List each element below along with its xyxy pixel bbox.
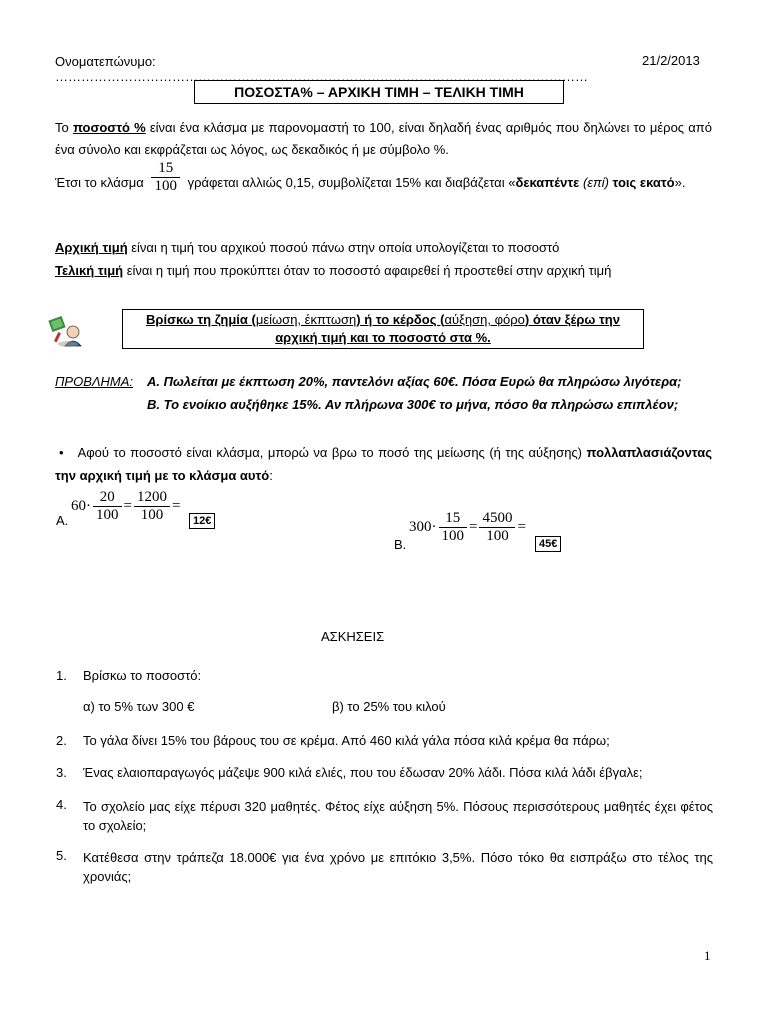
exercise-5-text: Κατέθεσα στην τράπεζα 18.000€ για ένα χρόνο με επιτόκιο 3,5%. Πόσο τόκο θα εισπράξω στο τέλος της χρονιάς; xyxy=(83,850,713,884)
intro-paragraph: Το ποσοστό % είναι ένα κλάσμα με παρονομαστή το 100, είναι δηλαδή ένας αριθμός που δηλώνει το μέρος από ένα σύνολο και εκφράζεται ως λόγος, ως δεκαδικός ή με σύμβολο %. xyxy=(55,120,712,157)
problem-label: ΠΡΟΒΛΗΜΑ: xyxy=(55,374,134,389)
teacher-clipart-icon xyxy=(46,310,86,350)
rule-box: Βρίσκω τη ζημία (μείωση, έκπτωση) ή το κέρδος (αύξηση, φόρο) όταν ξέρω την αρχική τιμή και το ποσοστό στα %. xyxy=(122,309,644,349)
calc-b-equation: 300· $\frac{15}{100}$ = $\frac{4500}{100}$ = xyxy=(409,510,526,544)
exercise-3-text: Ένας ελαιοπαραγωγός μάζεψε 900 κιλά ελιές, που του έδωσαν 20% λάδι. Πόσα κιλά λάδι έβγαλε; xyxy=(83,765,643,780)
fraction-example: Έτσι το κλάσμα $\frac{15}{100}$ γράφεται αλλιώς 0,15, συμβολίζεται 15% και διαβάζεται «δεκαπέντε (επί) τοις εκατό». xyxy=(55,160,686,194)
definition-final: Τελική τιμή είναι η τιμή που προκύπτει όταν το ποσοστό αφαιρεθεί ή προστεθεί στην αρχική τιμή xyxy=(55,263,612,278)
calc-b-result: 45€ xyxy=(535,536,561,552)
term-percent: ποσοστό % xyxy=(72,120,146,135)
exercise-4-number: 4. xyxy=(56,797,67,812)
exercise-1-text: Βρίσκω το ποσοστό: xyxy=(83,668,202,683)
date: 21/2/2013 xyxy=(642,53,700,68)
problem-b: Β. Το ενοίκιο αυξήθηκε 15%. Αν πλήρωνα 300€ το μήνα, πόσο θα πληρώσω επιπλέον; xyxy=(147,397,679,412)
exercise-1-sub-b: β) το 25% του κιλού xyxy=(332,699,446,714)
exercise-1-sub-a: α) το 5% των 300 € xyxy=(83,699,195,714)
name-line: Ονοματεπώνυμο: …………………………………………………………………………………………………………… xyxy=(55,54,588,84)
calc-a-label: Α. xyxy=(56,513,69,528)
problem-a: Α. Πωλείται με έκπτωση 20%, παντελόνι αξίας 60€. Πόσα Ευρώ θα πληρώσω λιγότερα; xyxy=(147,374,682,389)
exercise-4-text: Το σχολείο μας είχε πέρυσι 320 μαθητές. Φέτος είχε αύξηση 5%. Πόσους περισσότερους μαθητές έχει φέτος το σχολείο; xyxy=(83,799,713,833)
exercise-5-number: 5. xyxy=(56,848,67,863)
calc-a-result: 12€ xyxy=(189,513,215,529)
definition-initial: Αρχική τιμή είναι η τιμή του αρχικού ποσού πάνω στην οποία υπολογίζεται το ποσοστό xyxy=(55,240,560,255)
explanation-paragraph: • Αφού το ποσοστό είναι κλάσμα, μπορώ να βρω το ποσό της μείωσης (ή της αύξησης) πολλαπλασιάζοντας την αρχική τιμή με το κλάσμα αυτό: xyxy=(55,445,712,483)
exercise-1-number: 1. xyxy=(56,668,67,683)
bullet: • xyxy=(59,445,64,460)
exercises-heading: ΑΣΚΗΣΕΙΣ xyxy=(321,629,385,644)
page-number: 1 xyxy=(704,948,711,963)
calc-b-label: Β. xyxy=(394,537,407,552)
exercise-3-number: 3. xyxy=(56,765,67,780)
exercise-2-text: Το γάλα δίνει 15% του βάρους του σε κρέμα. Από 460 κιλά γάλα πόσα κιλά κρέμα θα πάρω; xyxy=(83,733,610,748)
fraction-15-100: $\frac{15}{100}$ xyxy=(151,160,180,195)
page-title: ΠΟΣΟΣΤΑ% – ΑΡΧΙΚΗ ΤΙΜΗ – ΤΕΛΙΚΗ ΤΙΜΗ xyxy=(194,80,564,104)
exercise-2-number: 2. xyxy=(56,733,67,748)
calc-a-equation: 60· $\frac{20}{100}$ = $\frac{1200}{100}$ = xyxy=(71,489,181,523)
